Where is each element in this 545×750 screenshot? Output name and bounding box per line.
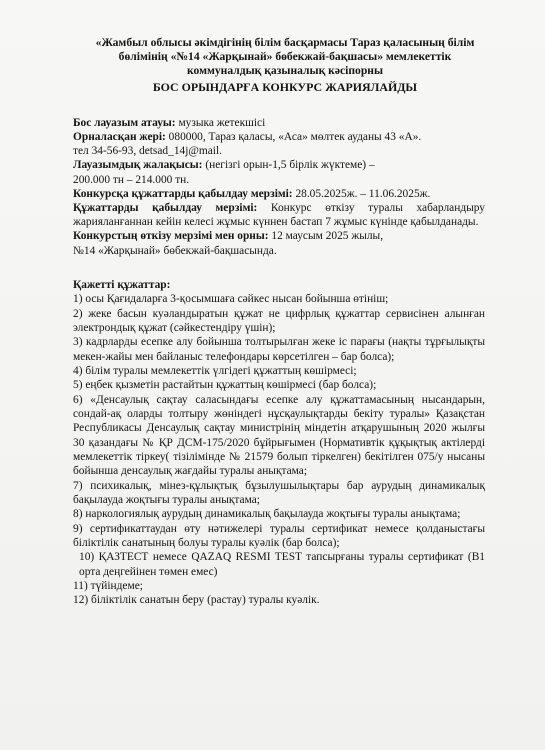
date-place-value: 12 маусым 2025 жылы, (268, 230, 384, 243)
document-item: 5) еңбек қызметін растайтын құжаттың көшірмесі (бар болса); (73, 379, 377, 392)
organization-line-3: коммуналдық қазыналық кәсіпорны (186, 64, 384, 78)
documents-heading: Қажетті құжаттар: (73, 278, 171, 291)
docs-period-row (73, 187, 485, 201)
docs-period-value: 28.05.2025ж. – 11.06.2025ж. (292, 187, 431, 200)
location-label: Орналасқан жері: (73, 131, 166, 144)
document-item: 4) білім туралы мемлекеттік үлгідегі құжаттың көшірмесі; (73, 364, 357, 377)
required-documents (73, 278, 485, 608)
documents-list (73, 292, 485, 608)
document-item: 7) психикалық, мінез-құлықтық бұзылушылықтары бар аурудың динамикалық бақылауда жоқтығы туралы анықтама; (73, 479, 485, 506)
location-value: 080000, Тараз қаласы, «Аса» мөлтек ауданы 43 «А». (165, 131, 422, 144)
salary-row (73, 158, 485, 172)
organization-line-1: «Жамбыл облысы әкімдігінің білім басқармасы Тараз қаласының білім (95, 36, 475, 49)
document-header (71, 36, 499, 94)
location-row (73, 130, 485, 144)
document-item: 1) осы Қағидаларға 3-қосымшаға сәйкес нысан бойынша өтініш; (73, 293, 389, 306)
document-item: 12) біліктілік санатын беру (растау) туралы куәлік. (73, 594, 320, 607)
acceptance-row (73, 201, 485, 229)
date-place-line-2: №14 «Жарқынай» бөбекжай-бақшасында. (73, 244, 277, 257)
section-spacer (73, 258, 485, 278)
docs-period-label: Конкурсқа құжаттарды қабылдау мерзімі: (73, 187, 293, 200)
document-item: 8) наркологиялық аурудың динамикалық бақылауда жоқтығы туралы анықтама; (73, 508, 461, 521)
salary-range: 200.000 тн – 214.000 тн. (73, 173, 190, 186)
contacts-row: тел 34-56-93, detsad_14j@mail. (73, 145, 222, 158)
acceptance-label: Құжаттарды қабылдау мерзімі: (73, 202, 258, 215)
position-label: Бос лауазым атауы: (73, 116, 176, 129)
document-item: 11) түйіндеме; (73, 580, 143, 593)
date-place-row (73, 229, 485, 243)
document-item: 2) жеке басын куәландыратын құжат не цифрлық құжаттар сервисінен алынған электрондық құжат (сәйкестендіру үшін); (73, 307, 485, 334)
salary-label: Лауазымдық жалақысы: (73, 159, 203, 172)
organization-line-2: бөлімінің «№14 «Жарқынай» бөбекжай-бақшасы» мемлекеттік (118, 50, 452, 64)
acceptance-value: Конкурс өткізу туралы хабарландыру жарияланғаннан кейін келесі жұмыс күннен бастап 7 жұмыс күнінде қабылданады. (73, 202, 486, 229)
document-item: 6) «Денсаулық сақтау саласындағы есепке алу құжаттамасының нысандарын, сондай-ақ оларды толтыру жөніндегі нұсқаулықтарды бекіту туралы» Қазақстан Республикасы Денсаулық сақтау министрінің міндетін атқарушының 2020 жылғы 30 қазандағы № ҚР ДСМ-175/2020 бұйрығымен (Нормативтік құқықтық актілерді мемлекеттік тіркеу( тізілімінде № 21579 болып тіркелген) бекітілген 075/у нысаны бойынша денсаулық жағдайы туралы анықтама; (73, 393, 485, 478)
date-place-label: Конкурстың өткізу мерзімі мен орны: (73, 230, 269, 243)
salary-value: (негізгі орын-1,5 бірлік жүктеме) – (202, 159, 375, 172)
position-row (73, 116, 485, 130)
announcement-title: БОС ОРЫНДАРҒА КОНКУРС ЖАРИЯЛАЙДЫ (152, 79, 418, 94)
document-item: 9) сертификаттаудан өту нәтижелері туралы сертификат немесе қолданыстағы біліктілік санатының болуы туралы куәлік (бар болса); (73, 522, 485, 550)
document-item: 10) ҚАЗТЕСТ немесе QAZAQ RESMI TEST тапсырғаны туралы сертификат (В1 орта деңгейінен төмен емес) (79, 551, 485, 578)
vacancy-details (73, 116, 485, 258)
document-item: 3) кадрларды есепке алу бойынша толтырылған жеке іс парағы (нақты тұрғылықты мекен-жайы мен байланыс телефондары көрсетілген – бар болса); (73, 336, 485, 363)
position-value: музыка жетекшісі (175, 116, 266, 129)
